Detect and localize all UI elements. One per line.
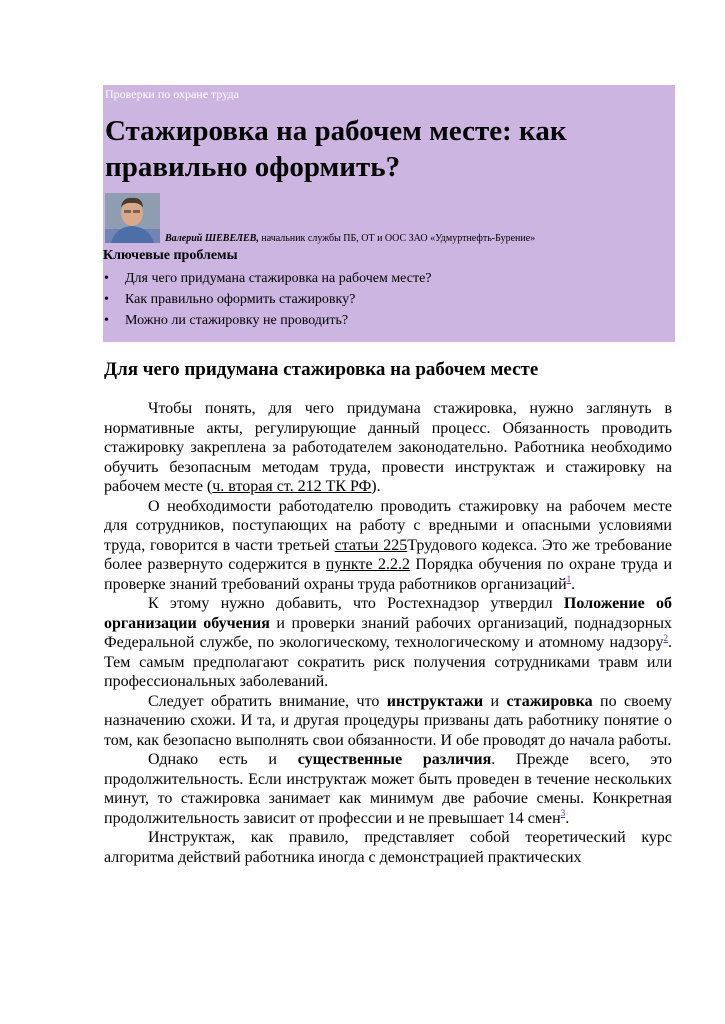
footnote-link-3[interactable]: 3 (560, 808, 566, 819)
list-item: • Для чего придумана стажировка на рабочем месте? (103, 268, 432, 289)
bold-term: инструктажи (386, 692, 484, 710)
paragraph-5 (104, 750, 672, 828)
key-problems-list (103, 268, 432, 331)
paragraph-text: Следует обратить внимание, что (148, 692, 387, 710)
list-item: • Как правильно оформить стажировку? (103, 289, 432, 310)
list-item: • Можно ли стажировку не проводить? (103, 310, 432, 331)
paragraph-text: и проверки знаний рабочих организаций, поднадзорных Федеральной службе, по экологическому, технологическому и атомному надзору (104, 614, 673, 651)
paragraph-text: О необходимости работодателю проводить стажировку на рабочем месте для сотрудников, поступающих на работу с вредными и опасными условиями труда, говорится в части третьей (104, 497, 672, 554)
paragraph-4 (104, 692, 672, 751)
paragraph-2 (104, 497, 672, 595)
paragraph-text: по своему назначению схожи. И та, и другая процедуры призваны дать работнику понятие о том, как безопасно выполнять свои обязанности. И обе проводят до начала работы. (104, 692, 673, 749)
article-header (103, 85, 675, 342)
paragraph-text: К этому нужно добавить, что Ростехнадзор утвердил (148, 595, 564, 612)
bold-term: Положение об организации обучения (104, 595, 673, 632)
section-heading: Для чего придумана стажировка на рабочем месте (104, 359, 539, 380)
paragraph-text: Инструктаж, как правило, представляет собой теоретический курс алгоритма действий работника иногда с демонстрацией практических (104, 829, 672, 866)
paragraph-text: ). (371, 478, 381, 495)
law-link-tk-212[interactable]: ч. вторая ст. 212 ТК РФ (212, 478, 372, 495)
law-link-point-2-2-2[interactable]: пункте 2.2.2 (325, 556, 410, 573)
bold-term: стажировка (506, 692, 593, 710)
paragraph-6 (104, 828, 672, 867)
author-line (165, 233, 535, 244)
author-photo (105, 193, 160, 243)
paragraph-text: Трудового кодекса. Это же требование более развернуто содержится в (104, 536, 672, 573)
paragraph-text: . Тем самым предполагают сократить риск получения сотрудниками травм или профессиональных заболеваний. (104, 634, 672, 690)
law-link-article-225[interactable]: статьи 225 (334, 536, 408, 554)
footnote-link-2[interactable]: 2 (663, 632, 668, 643)
paragraph-text: . (571, 575, 576, 593)
article-body (104, 399, 672, 867)
paragraph-text: Однако есть и (148, 751, 298, 768)
paragraph-text: Чтобы понять, для чего придумана стажировка, нужно заглянуть в нормативные акты, регулирующие данный процесс. Обязанность проводить стажировку закреплена за работодателем законодательно. Работника необходимо обучить безопасным методам труда, провести инструктаж и стажировку на рабочем месте ( (104, 400, 672, 495)
paragraph-3 (104, 594, 672, 692)
rubric-label: Проверки по охране труда (105, 87, 239, 101)
paragraph-text: . (565, 809, 570, 827)
author-portrait-image (105, 193, 160, 243)
paragraph-1 (104, 399, 672, 497)
paragraph-text: Порядка обучения по охране труда и проверке знаний требований охраны труда работников организаций (104, 556, 673, 593)
footnote-link-1[interactable]: 1 (566, 574, 572, 585)
article-title: Стажировка на рабочем месте: как правильно оформить? (105, 115, 567, 183)
author-name: Валерий ШЕВЕЛЕВ, (165, 233, 259, 244)
key-problems-title: Ключевые проблемы (103, 248, 238, 263)
paragraph-text: и (483, 692, 507, 710)
paragraph-text: . Прежде всего, это продолжительность. Если инструктаж может быть проведен в течение нескольких минут, то стажировка занимает как минимум две рабочие смены. Конкретная продолжительность зависит от профессии и не превышает 14 смен (104, 751, 672, 827)
bold-term: существенные различия (297, 751, 492, 768)
author-position: начальник службы ПБ, ОТ и ООС ЗАО «Удмуртнефть-Бурение» (258, 233, 536, 244)
